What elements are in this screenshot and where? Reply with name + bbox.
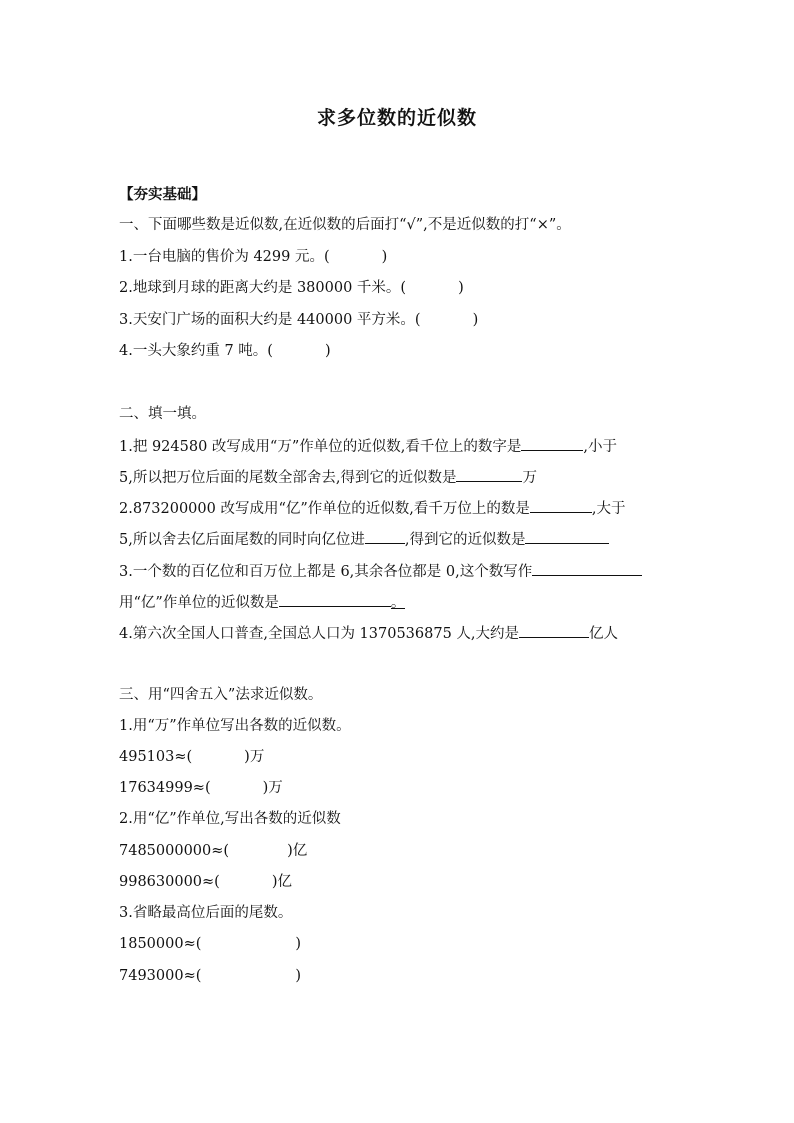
fill-blank[interactable] xyxy=(519,623,589,638)
expression: 495103≈( xyxy=(119,749,193,765)
part2-q2-text-c: 5,所以舍去亿后面尾数的同时向亿位进 xyxy=(119,532,365,548)
part2-q3-line2 xyxy=(119,592,405,612)
expression: 7485000000≈( xyxy=(119,843,230,859)
close-paren: ) xyxy=(295,936,302,952)
part2-q3-period: 。 xyxy=(390,595,406,611)
page-title: 求多位数的近似数 xyxy=(316,107,477,129)
part2-q2-text: 2.873200000 改写成用“亿”作单位的近似数,看千万位上的数是 xyxy=(119,501,530,517)
part3-heading: 三、用“四舍五入”法求近似数。 xyxy=(119,687,323,703)
part3-sub3-item-1 xyxy=(119,935,301,953)
close-paren-unit: )万 xyxy=(262,780,283,796)
part2-q4-unit: 亿人 xyxy=(589,626,619,642)
part2-heading: 二、填一填。 xyxy=(119,406,206,422)
part1-item-1-text: 1.一台电脑的售价为 4299 元。( xyxy=(119,249,330,265)
expression: 1850000≈( xyxy=(119,936,202,952)
part3-sub3-item-2 xyxy=(119,967,301,985)
part3-sub2: 2.用“亿”作单位,写出各数的近似数 xyxy=(119,811,341,827)
part1-item-3 xyxy=(119,311,478,329)
part1-item-3-text: 3.天安门广场的面积大约是 440000 平方米。( xyxy=(119,312,421,328)
close-paren: ) xyxy=(381,249,388,265)
expression: 7493000≈( xyxy=(119,968,202,984)
part3-sub1-item-1 xyxy=(119,748,264,766)
part1-item-4-text: 4.一头大象约重 7 吨。( xyxy=(119,343,273,359)
close-paren: ) xyxy=(458,280,464,296)
part1-item-2 xyxy=(119,279,464,297)
fill-blank[interactable] xyxy=(521,436,583,451)
part2-q2-line2 xyxy=(119,529,609,549)
close-paren: ) xyxy=(472,312,479,328)
close-paren-unit: )万 xyxy=(244,749,265,765)
part2-q3-text-b: 用“亿”作单位的近似数是 xyxy=(119,595,279,611)
close-paren: ) xyxy=(295,968,302,984)
fill-blank[interactable] xyxy=(279,592,391,607)
part2-q4-text: 4.第六次全国人口普查,全国总人口为 1370536875 人,大约是 xyxy=(119,626,520,642)
part3-sub2-item-1 xyxy=(119,842,307,860)
part1-item-1 xyxy=(119,248,387,266)
part2-q1-line2 xyxy=(119,467,537,487)
part2-q2-text-b: ,大于 xyxy=(591,501,626,517)
part2-q1-text-b: ,小于 xyxy=(583,439,617,455)
part2-q1-text-c: 5,所以把万位后面的尾数全部舍去,得到它的近似数是 xyxy=(119,470,457,486)
part2-q3-text: 3.一个数的百亿位和百万位上都是 6,其余各位都是 0,这个数写作 xyxy=(119,564,533,580)
part2-q1-text: 1.把 924580 改写成用“万”作单位的近似数,看千位上的数字是 xyxy=(119,439,522,455)
close-paren-unit: )亿 xyxy=(287,843,308,859)
part1-item-4 xyxy=(119,342,331,360)
fill-blank[interactable] xyxy=(525,529,609,544)
part2-q2-line1 xyxy=(119,498,626,518)
part3-sub2-item-2 xyxy=(119,873,292,891)
part3-sub1-item-2 xyxy=(119,779,283,797)
expression: 17634999≈( xyxy=(119,780,211,796)
part2-q3-line1 xyxy=(119,561,642,581)
fill-blank[interactable] xyxy=(456,467,522,482)
close-paren: ) xyxy=(324,343,331,359)
part1-heading: 一、下面哪些数是近似数,在近似数的后面打“√”,不是近似数的打“×”。 xyxy=(119,217,571,233)
section-label: 【夯实基础】 xyxy=(119,186,206,203)
part2-q1-line1 xyxy=(119,436,617,456)
fill-blank[interactable] xyxy=(365,529,405,544)
fill-blank[interactable] xyxy=(532,561,642,576)
part1-item-2-text: 2.地球到月球的距离大约是 380000 千米。( xyxy=(119,280,407,296)
part2-q2-text-d: ,得到它的近似数是 xyxy=(404,532,526,548)
expression: 998630000≈( xyxy=(119,874,220,890)
part2-q1-unit: 万 xyxy=(522,470,537,486)
fill-blank[interactable] xyxy=(530,498,592,513)
part2-q4-line xyxy=(119,623,618,643)
part3-sub3: 3.省略最高位后面的尾数。 xyxy=(119,905,293,921)
part3-sub1: 1.用“万”作单位写出各数的近似数。 xyxy=(119,718,351,734)
close-paren-unit: )亿 xyxy=(271,874,293,890)
